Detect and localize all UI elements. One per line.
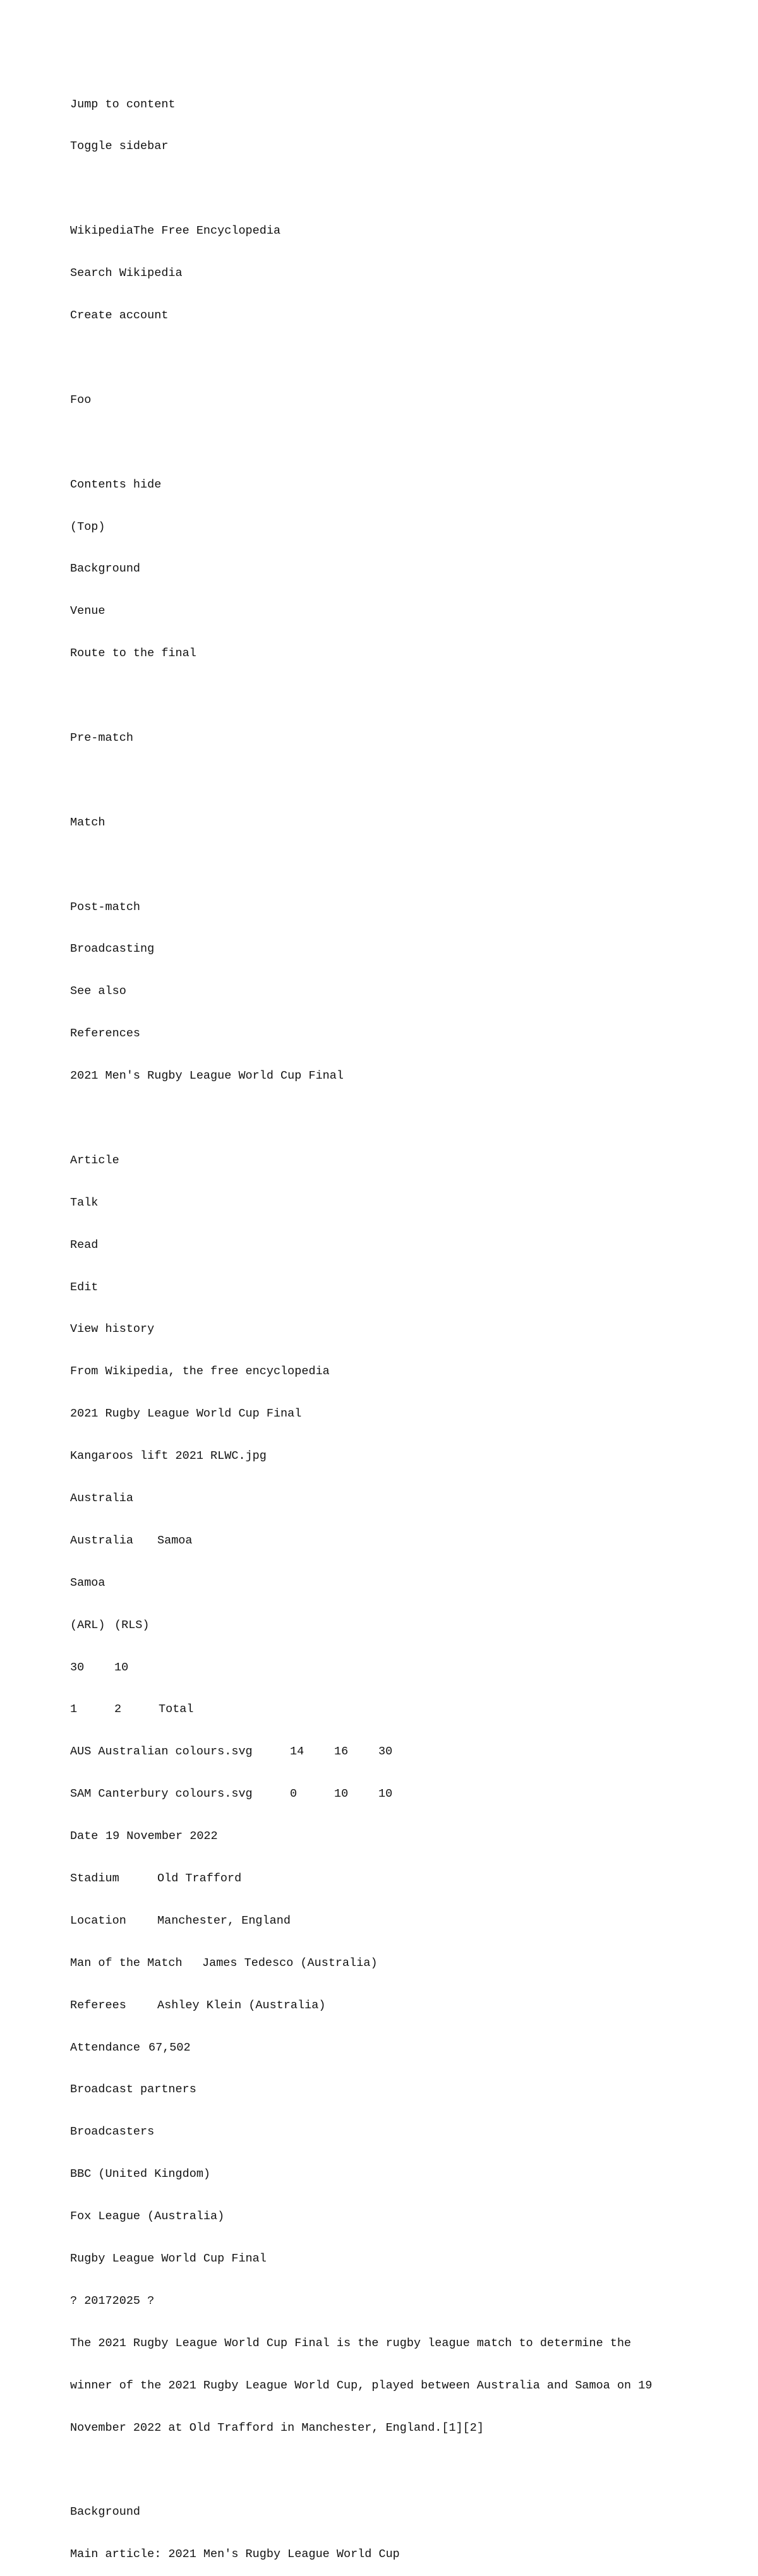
info-label: Location bbox=[70, 1914, 126, 1927]
infobox-title: 2021 Rugby League World Cup Final bbox=[70, 1407, 302, 1421]
score-half-2: 10 bbox=[334, 1787, 349, 1801]
toc-item-post-match[interactable]: Post-match bbox=[70, 900, 141, 914]
info-value: 19 November 2022 bbox=[105, 1830, 218, 1843]
team-australia[interactable]: Australia bbox=[70, 1533, 133, 1547]
spacer bbox=[70, 774, 740, 788]
score-samoa: 10 bbox=[114, 1660, 129, 1674]
toggle-sidebar-button[interactable]: Toggle sidebar bbox=[70, 140, 169, 153]
toc-item-venue[interactable]: Venue bbox=[70, 604, 105, 618]
site-subtitle: From Wikipedia, the free encyclopedia bbox=[70, 1365, 330, 1379]
info-row-man-of-the-match bbox=[70, 1956, 740, 1970]
spacer bbox=[70, 689, 740, 703]
info-value[interactable]: Ashley Klein (Australia) bbox=[157, 1998, 326, 2012]
team-australia-link[interactable]: Australia bbox=[70, 1491, 133, 1505]
toc-item-route-to-the-final[interactable]: Route to the final bbox=[70, 647, 196, 661]
score-team[interactable]: AUS Australian colours.svg bbox=[70, 1745, 253, 1759]
team-samoa[interactable]: Samoa bbox=[157, 1533, 193, 1547]
info-label: Man of the Match bbox=[70, 1956, 183, 1970]
info-label: Attendance bbox=[70, 2040, 141, 2054]
intro-paragraph-line: The 2021 Rugby League World Cup Final is the rugby league match to determine the bbox=[70, 2336, 632, 2350]
toc-item-top[interactable]: (Top) bbox=[70, 520, 105, 534]
info-label: Stadium bbox=[70, 1872, 119, 1885]
info-value[interactable]: James Tedesco (Australia) bbox=[202, 1956, 378, 1970]
score-half-1: 14 bbox=[290, 1745, 304, 1759]
tab-article[interactable]: Article bbox=[70, 1153, 119, 1167]
abbreviations-row bbox=[70, 1619, 740, 1632]
info-row-date bbox=[70, 1830, 740, 1843]
info-row-location bbox=[70, 1914, 740, 1928]
broadcast-partners-heading: Broadcast partners bbox=[70, 2083, 196, 2097]
info-row-referees bbox=[70, 1999, 740, 2013]
spacer bbox=[70, 182, 740, 196]
toc-item-background[interactable]: Background bbox=[70, 562, 141, 576]
personal-menu-foo[interactable]: Foo bbox=[70, 393, 92, 407]
spacer bbox=[70, 2463, 740, 2477]
document-page bbox=[70, 69, 740, 2576]
score-total: 10 bbox=[378, 1787, 393, 1801]
header-total: Total bbox=[159, 1703, 194, 1716]
toc-item-pre-match[interactable]: Pre-match bbox=[70, 731, 133, 745]
score-half-1: 0 bbox=[290, 1787, 298, 1801]
header-half-1: 1 bbox=[70, 1703, 78, 1716]
spacer bbox=[70, 858, 740, 872]
toc-heading[interactable]: Contents hide bbox=[70, 477, 162, 491]
team-samoa-link[interactable]: Samoa bbox=[70, 1576, 105, 1590]
tab-edit[interactable]: Edit bbox=[70, 1280, 99, 1294]
info-value: 67,502 bbox=[148, 2040, 191, 2054]
teams-row bbox=[70, 1534, 740, 1548]
search-input[interactable]: Search Wikipedia bbox=[70, 267, 183, 280]
score-australia: 30 bbox=[70, 1660, 85, 1674]
tab-view-history[interactable]: View history bbox=[70, 1322, 155, 1336]
page-title: 2021 Men's Rugby League World Cup Final bbox=[70, 1069, 344, 1083]
infobox-image-link[interactable]: Kangaroos lift 2021 RLWC.jpg bbox=[70, 1449, 267, 1463]
broadcaster-item[interactable]: BBC (United Kingdom) bbox=[70, 2167, 211, 2181]
score-table-row bbox=[70, 1787, 740, 1801]
info-label: Date bbox=[70, 1830, 99, 1843]
score-table-header bbox=[70, 1703, 740, 1716]
spacer bbox=[70, 351, 740, 365]
series-link[interactable]: Rugby League World Cup Final bbox=[70, 2252, 267, 2266]
spacer bbox=[70, 436, 740, 450]
tab-read[interactable]: Read bbox=[70, 1238, 99, 1252]
info-value[interactable]: Old Trafford bbox=[157, 1872, 242, 1885]
toc-item-broadcasting[interactable]: Broadcasting bbox=[70, 942, 155, 956]
score-total: 30 bbox=[378, 1745, 393, 1759]
broadcasters-label: Broadcasters bbox=[70, 2125, 155, 2139]
intro-paragraph-line: November 2022 at Old Trafford in Manchester, England.[1][2] bbox=[70, 2421, 484, 2435]
score-half-2: 16 bbox=[334, 1745, 349, 1759]
info-row-stadium bbox=[70, 1872, 740, 1886]
toc-item-references[interactable]: References bbox=[70, 1027, 141, 1041]
section-heading-background: Background bbox=[70, 2505, 141, 2519]
main-article-link[interactable]: Main article: 2021 Men's Rugby League World Cup bbox=[70, 2548, 400, 2561]
wikipedia-logo[interactable]: WikipediaThe Free Encyclopedia bbox=[70, 224, 281, 238]
spacer bbox=[70, 1111, 740, 1125]
create-account-link[interactable]: Create account bbox=[70, 309, 169, 323]
info-label: Referees bbox=[70, 1998, 126, 2012]
tab-talk[interactable]: Talk bbox=[70, 1195, 99, 1209]
score-team[interactable]: SAM Canterbury colours.svg bbox=[70, 1787, 253, 1801]
toc-item-match[interactable]: Match bbox=[70, 815, 105, 829]
info-value[interactable]: Manchester, England bbox=[157, 1914, 291, 1927]
jump-to-content-link[interactable]: Jump to content bbox=[70, 97, 176, 111]
info-row-attendance bbox=[70, 2041, 740, 2055]
abbr-arl[interactable]: (ARL) bbox=[70, 1618, 105, 1632]
abbr-rls[interactable]: (RLS) bbox=[114, 1618, 150, 1632]
header-half-2: 2 bbox=[114, 1703, 122, 1716]
broadcaster-item[interactable]: Fox League (Australia) bbox=[70, 2210, 225, 2224]
intro-paragraph-line: winner of the 2021 Rugby League World Cup, played between Australia and Samoa on 19 bbox=[70, 2378, 653, 2392]
score-table-row bbox=[70, 1745, 740, 1759]
series-navigation[interactable]: ? 20172025 ? bbox=[70, 2294, 155, 2308]
toc-item-see-also[interactable]: See also bbox=[70, 985, 126, 998]
final-score-row bbox=[70, 1661, 740, 1675]
